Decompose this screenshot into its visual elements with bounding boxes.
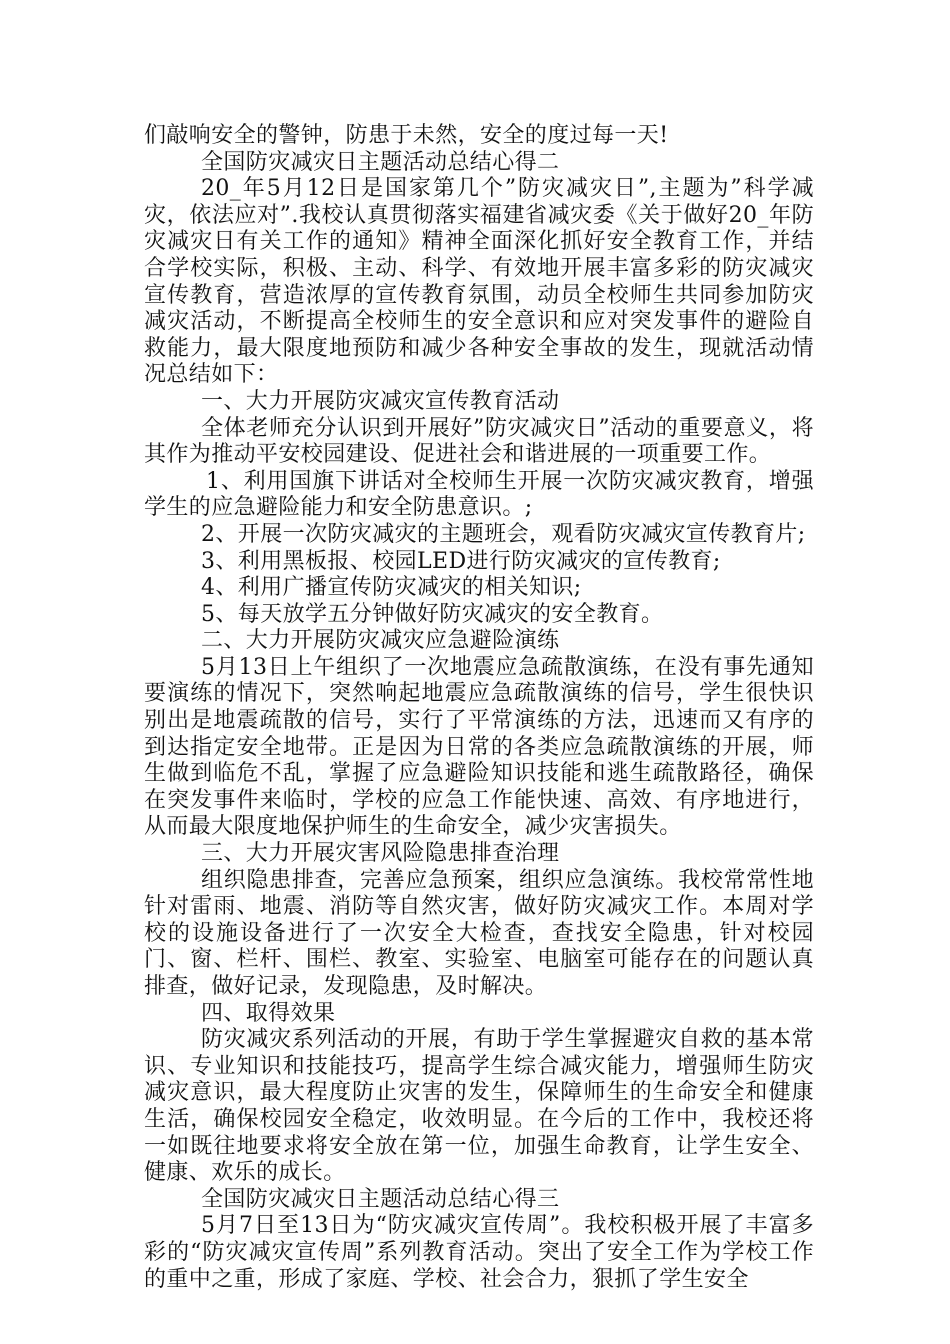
section-heading: 四、取得效果	[201, 1000, 336, 1026]
paragraph: 组织隐患排查，完善应急预案，组织应急演练。我校常常性地针对雷雨、地震、消防等自然灾害，做好防灾减灾工作。本周对学校的设施设备进行了一次安全大检查，查找安全隐患，针对校园门、窗、栏杆、围栏、教室、实验室、电脑室可能存在的问题认真排查，做好记录，发现隐患，及时解决。	[144, 867, 814, 999]
section-heading: 二、大力开展防灾减灾应急避险演练	[201, 628, 560, 654]
list-item: 1、利用国旗下讲话对全校师生开展一次防灾减灾教育，增强学生的应急避险能力和安全防患意识。;	[144, 468, 814, 521]
list-item: 5、每天放学五分钟做好防灾减灾的安全教育。	[201, 601, 664, 627]
paragraph: 5月7日至13日为“防灾减灾宣传周”。我校积极开展了丰富多彩的“防灾减灾宣传周”系列教育活动。突出了安全工作为学校工作的重中之重，形成了家庭、学校、社会合力，狠抓了学生安全	[144, 1213, 814, 1292]
paragraph: 5月13日上午组织了一次地震应急疏散演练，在没有事先通知要演练的情况下，突然响起地震应急疏散演练的信号，学生很快识别出是地震疏散的信号，实行了平常演练的方法，迅速而又有序的到达指定安全地带。正是因为日常的各类应急疏散演练的开展，师生做到临危不乱，掌握了应急避险知识技能和逃生疏散路径，确保在突发事件来临时，学校的应急工作能快速、高效、有序地进行，从而最大限度地保护师生的生命安全，减少灾害损失。	[144, 654, 814, 840]
section-heading: 一、大力开展防灾减灾宣传教育活动	[201, 388, 560, 414]
list-item: 2、开展一次防灾减灾的主题班会，观看防灾减灾宣传教育片;	[201, 521, 806, 547]
paragraph: 20_年5月12日是国家第几个”防灾减灾日”,主题为”科学减灾，依法应对”.我校认真贯彻落实福建省减灾委《关于做好20_年防灾减灾日有关工作的通知》精神全面深化抓好安全教育工作，并结合学校实际，积极、主动、科学、有效地开展丰富多彩的防灾减灾宣传教育，营造浓厚的宣传教育氛围，动员全校师生共同参加防灾减灾活动，不断提高全校师生的安全意识和应对突发事件的避险自救能力，最大限度地预防和减少各种安全事故的发生，现就活动情况总结如下：	[144, 176, 814, 388]
paragraph: 防灾减灾系列活动的开展，有助于学生掌握避灾自救的基本常识、专业知识和技能技巧，提高学生综合减灾能力，增强师生防灾减灾意识，最大程度防止灾害的发生，保障师生的生命安全和健康生活，确保校园安全稳定，收效明显。在今后的工作中，我校还将一如既往地要求将安全放在第一位，加强生命教育，让学生安全、健康、欢乐的成长。	[144, 1027, 814, 1186]
paragraph: 全体老师充分认识到开展好”防灾减灾日”活动的重要意义，将其作为推动平安校园建设、促进社会和谐进展的一项重要工作。	[144, 415, 814, 468]
section-heading: 三、大力开展灾害风险隐患排查治理	[201, 841, 560, 867]
section-title: 全国防灾减灾日主题活动总结心得三	[201, 1186, 560, 1212]
list-item: 4、利用广播宣传防灾减灾的相关知识;	[201, 575, 582, 601]
section-title: 全国防灾减灾日主题活动总结心得二	[201, 149, 560, 175]
list-item: 3、利用黑板报、校园LED进行防灾减灾的宣传教育;	[201, 548, 721, 574]
document-body	[144, 123, 814, 1293]
paragraph: 们敲响安全的警钟，防患于未然，安全的度过每一天!	[144, 123, 669, 148]
